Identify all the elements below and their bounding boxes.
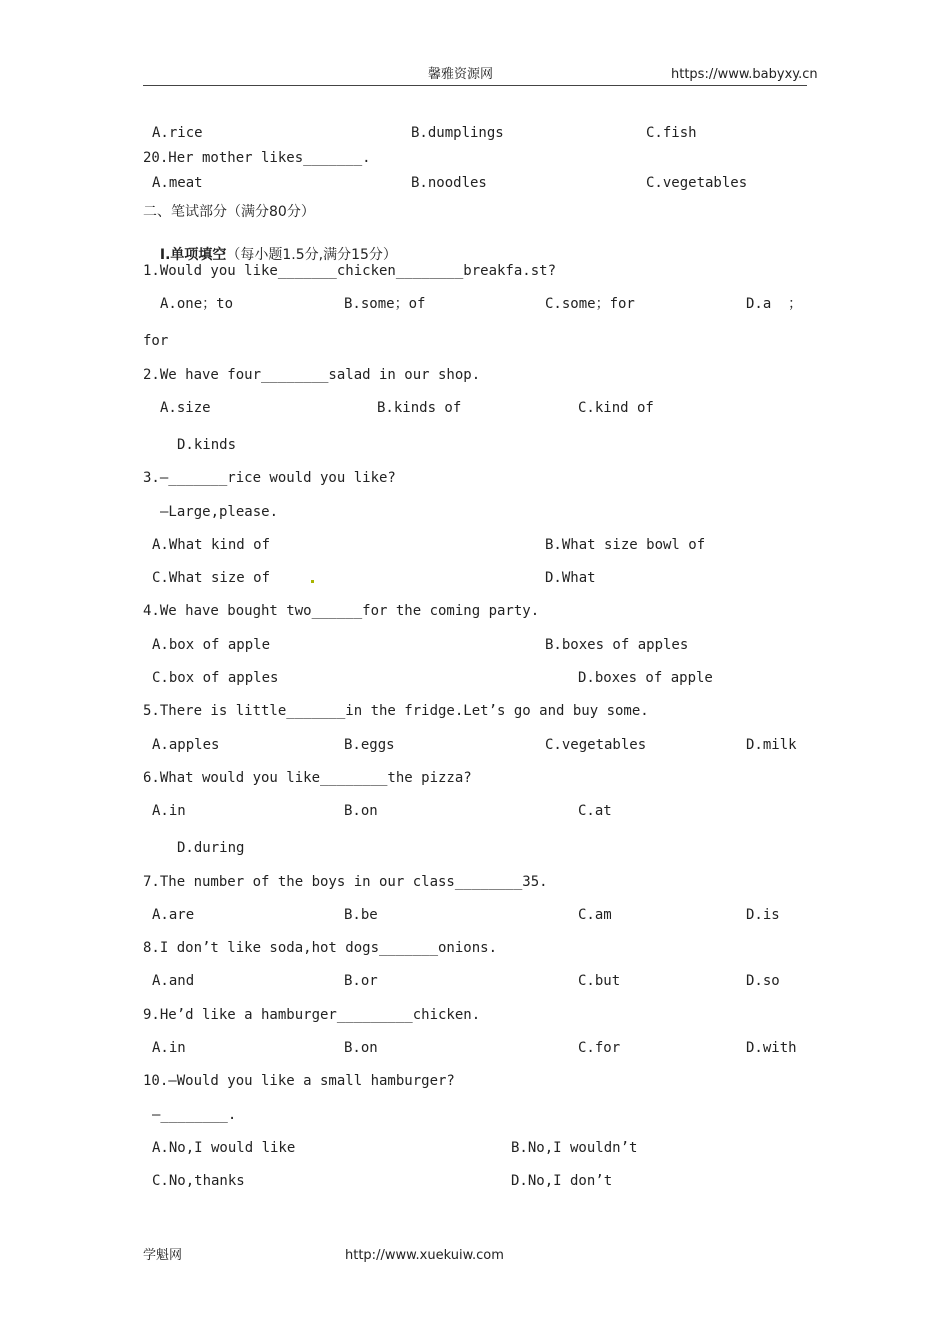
q5-option-d: D.milk	[746, 737, 797, 753]
q5-option-a: A.apples	[152, 737, 220, 753]
q19-option-a: A.rice	[152, 125, 203, 141]
section-i-title-rest: （每小题1.5分,满分15分）	[226, 247, 397, 263]
q7-stem: 7.The number of the boys in our class________35.	[143, 874, 548, 890]
q7-option-d: D.is	[746, 907, 780, 923]
q5-stem: 5.There is little_______in the fridge.Let’s go and buy some.	[143, 703, 649, 719]
q6-option-a: A.in	[152, 803, 186, 819]
q7-option-a: A.are	[152, 907, 195, 923]
section-i-title	[143, 228, 397, 264]
q1-option-a: A.one；to	[160, 296, 234, 312]
q3-option-d: D.What	[545, 570, 596, 586]
q9-option-c: C.for	[578, 1040, 621, 1056]
stray-mark	[311, 580, 314, 583]
q10-option-a: A.No,I would like	[152, 1140, 296, 1156]
q8-option-a: A.and	[152, 973, 195, 989]
q5-option-c: C.vegetables	[545, 737, 647, 753]
q1-stem: 1.Would you like_______chicken________breakfa.st?	[143, 263, 557, 279]
q8-option-c: C.but	[578, 973, 621, 989]
q4-option-a: A.box of apple	[152, 637, 271, 653]
q4-option-b: B.boxes of apples	[545, 637, 689, 653]
header-rule	[143, 85, 807, 86]
q20-stem: 20.Her mother likes_______.	[143, 150, 371, 166]
q7-option-b: B.be	[344, 907, 378, 923]
q1-option-b: B.some；of	[344, 296, 426, 312]
header-url[interactable]: https://www.babyxy.cn	[671, 67, 818, 82]
q6-option-d: D.during	[177, 840, 245, 856]
q9-option-a: A.in	[152, 1040, 186, 1056]
q10-stem: 10.—Would you like a small hamburger?	[143, 1073, 455, 1089]
q7-option-c: C.am	[578, 907, 612, 923]
q2-option-b: B.kinds of	[377, 400, 462, 416]
footer-url[interactable]: http://www.xuekuiw.com	[345, 1248, 504, 1263]
q3-reply: —Large,please.	[160, 504, 279, 520]
q4-option-c: C.box of apples	[152, 670, 279, 686]
q3-option-a: A.What kind of	[152, 537, 271, 553]
q9-option-b: B.on	[344, 1040, 378, 1056]
q3-option-b: B.What size bowl of	[545, 537, 706, 553]
q9-stem: 9.He’d like a hamburger_________chicken.	[143, 1007, 481, 1023]
q1-option-d-cont: for	[143, 333, 169, 349]
q20-option-c: C.vegetables	[646, 175, 748, 191]
q6-option-b: B.on	[344, 803, 378, 819]
q19-option-b: B.dumplings	[411, 125, 504, 141]
q6-stem: 6.What would you like________the pizza?	[143, 770, 472, 786]
q2-option-c: C.kind of	[578, 400, 654, 416]
q10-option-d: D.No,I don’t	[511, 1173, 613, 1189]
q9-option-d: D.with	[746, 1040, 797, 1056]
q1-option-d: D.a ；	[746, 296, 803, 312]
q2-option-a: A.size	[160, 400, 211, 416]
q3-stem: 3.—_______rice would you like?	[143, 470, 396, 486]
q8-stem: 8.I don’t like soda,hot dogs_______onions.	[143, 940, 498, 956]
q3-option-c: C.What size of	[152, 570, 271, 586]
q6-option-c: C.at	[578, 803, 612, 819]
section2-title: 二、笔试部分（满分80分）	[143, 204, 315, 220]
q20-option-a: A.meat	[152, 175, 203, 191]
q10-option-c: C.No,thanks	[152, 1173, 245, 1189]
footer-site: 学魁网	[143, 1248, 183, 1263]
q4-stem: 4.We have bought two______for the coming party.	[143, 603, 540, 619]
q2-option-d: D.kinds	[177, 437, 237, 453]
q8-option-b: B.or	[344, 973, 378, 989]
q5-option-b: B.eggs	[344, 737, 395, 753]
q4-option-d: D.boxes of apple	[578, 670, 713, 686]
q2-stem: 2.We have four________salad in our shop.	[143, 367, 481, 383]
header-site: 馨雅资源网	[428, 67, 494, 82]
q20-option-b: B.noodles	[411, 175, 487, 191]
section-i-title-bold: Ⅰ.单项填空	[159, 247, 227, 263]
q19-option-c: C.fish	[646, 125, 697, 141]
q10-reply: —________.	[152, 1107, 237, 1123]
q10-option-b: B.No,I wouldn’t	[511, 1140, 638, 1156]
q8-option-d: D.so	[746, 973, 780, 989]
q1-option-c: C.some；for	[545, 296, 635, 312]
